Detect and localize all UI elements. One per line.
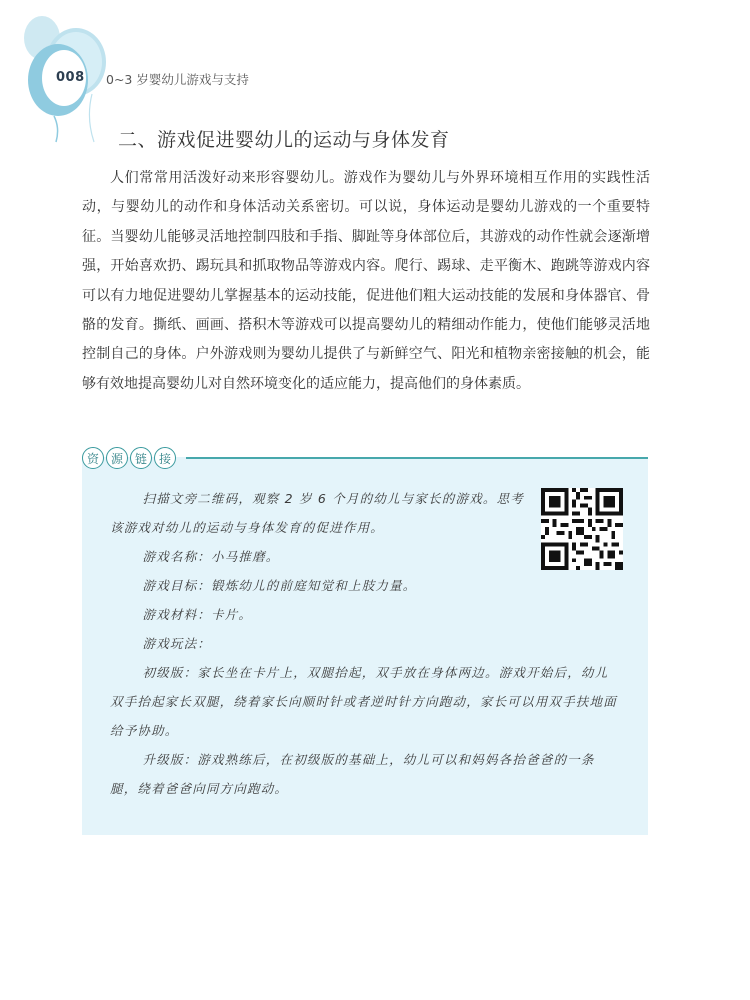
resource-content: [110, 484, 620, 803]
page-number: 008: [56, 70, 85, 85]
body-paragraph: 人们常常用活泼好动来形容婴幼儿。游戏作为婴幼儿与外界环境相互作用的实践性活动，与婴幼儿的动作和身体活动关系密切。可以说，身体运动是婴幼儿游戏的一个重要特征。当婴幼儿能够灵活地控制四肢和手指、脚趾等身体部位后，其游戏的动作性就会逐渐增强，开始喜欢扔、踢玩具和抓取物品等游戏内容。爬行、踢球、走平衡木、跑跳等游戏内容可以有力地促进婴幼儿掌握基本的运动技能，促进他们粗大运动技能的发展和身体器官、骨骼的发育。撕纸、画画、搭积木等游戏可以提高婴幼儿的精细动作能力，使他们能够灵活地控制自己的身体。户外游戏则为婴幼儿提供了与新鲜空气、阳光和植物亲密接触的机会，能够有效地提高婴幼儿对自然环境变化的适应能力，提高他们的身体素质。: [82, 170, 650, 392]
resource-label-char: 资: [82, 447, 104, 469]
section-title: 二、游戏促进婴幼儿的运动与身体发育: [118, 129, 450, 151]
resource-header: [82, 443, 178, 473]
game-goal: 游戏目标：锻炼幼儿的前庭知觉和上肢力量。: [142, 578, 417, 593]
game-material: 游戏材料：卡片。: [142, 607, 253, 622]
resource-label-char: 链: [130, 447, 152, 469]
game-basic-version: 初级版：家长坐在卡片上，双腿抬起，双手放在身体两边。游戏开始后，幼儿双手抬起家长双腿，绕着家长向顺时针或者逆时针方向跑动，家长可以用双手扶地面给予协助。: [110, 665, 617, 738]
resource-label-char: 接: [154, 447, 176, 469]
game-advanced-version: 升级版：游戏熟练后，在初级版的基础上，幼儿可以和妈妈各抬爸爸的一条腿，绕着爸爸向同方向跑动。: [110, 752, 595, 796]
resource-header-rule: [186, 457, 648, 459]
running-head: 0~3 岁婴幼儿游戏与支持: [106, 72, 249, 87]
resource-label-char: 源: [106, 447, 128, 469]
resource-intro: 扫描文旁二维码，观察 2 岁 6 个月的幼儿与家长的游戏。思考该游戏对幼儿的运动与身体发育的促进作用。: [110, 491, 525, 535]
game-name: 游戏名称：小马推磨。: [142, 549, 280, 564]
game-method: 游戏玩法：: [142, 636, 212, 651]
